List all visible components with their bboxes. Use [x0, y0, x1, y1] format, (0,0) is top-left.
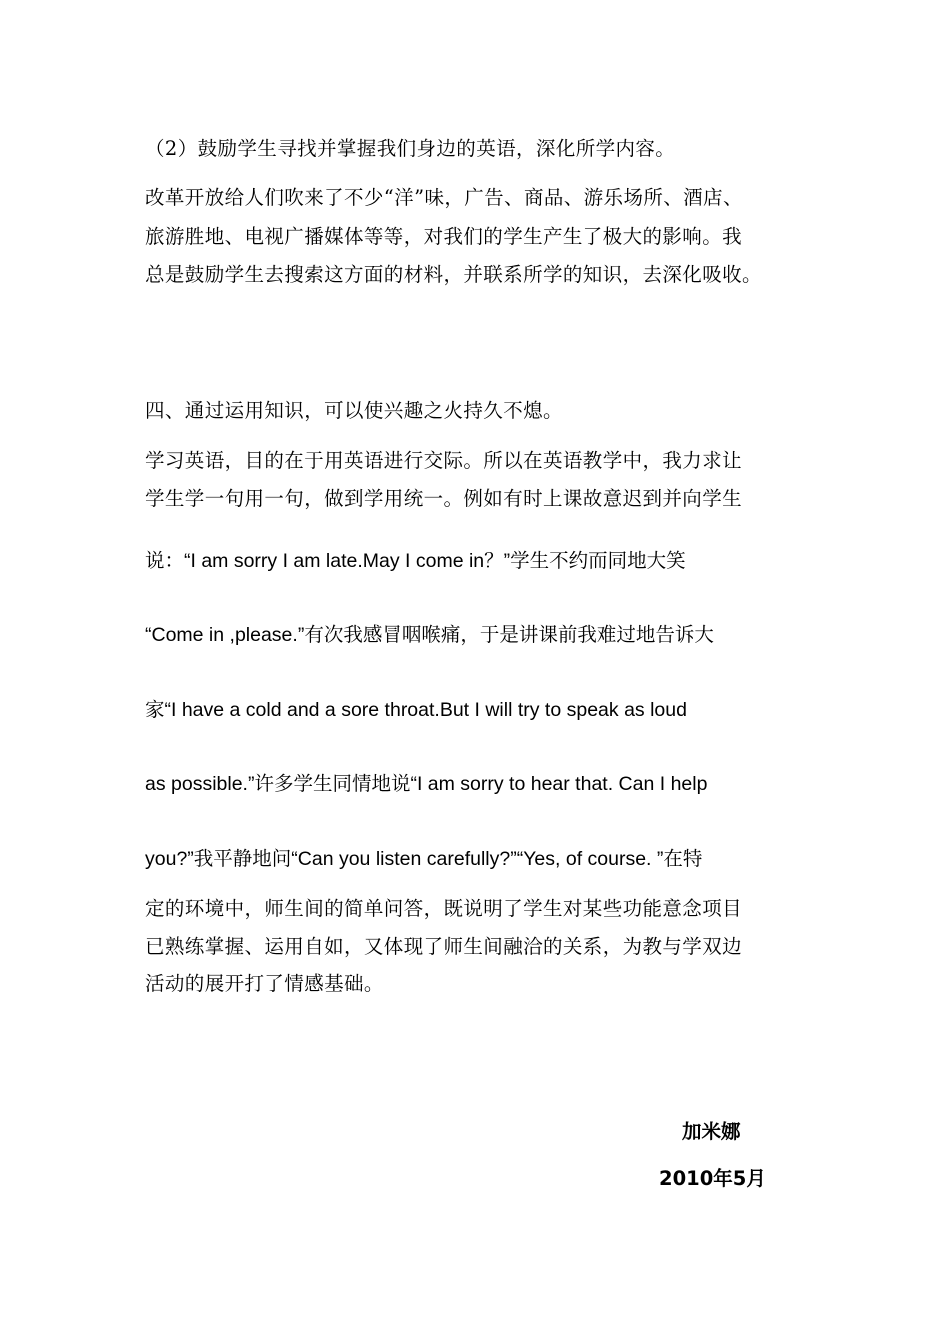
paragraph-line: 定的环境中，师生间的简单问答，既说明了学生对某些功能意念项目: [145, 897, 743, 920]
author-date: 2010年5月: [659, 1167, 766, 1190]
paragraph-line: you?”我平静地问“Can you listen carefully?”“Yes, of course. ”在特: [145, 848, 703, 870]
paragraph-line: 总是鼓励学生去搜索这方面的材料，并联系所学的知识，去深化吸收。: [145, 263, 762, 286]
paragraph-line: 学习英语，目的在于用英语进行交际。所以在英语教学中，我力求让: [145, 449, 743, 472]
paragraph-line: as possible.”许多学生同情地说“I am sorry to hear that. Can I help: [145, 773, 708, 795]
section-heading: 四、通过运用知识，可以使兴趣之火持久不熄。: [145, 399, 563, 422]
paragraph-line: 已熟练掌握、运用自如，又体现了师生间融洽的关系，为教与学双边: [145, 935, 743, 958]
section-heading: （2）鼓励学生寻找并掌握我们身边的英语，深化所学内容。: [145, 137, 676, 160]
paragraph-line: 改革开放给人们吹来了不少“洋”味，广告、商品、游乐场所、酒店、: [145, 186, 743, 209]
author-name: 加米娜: [682, 1120, 741, 1143]
paragraph-line: 学生学一句用一句，做到学用统一。例如有时上课故意迟到并向学生: [145, 487, 743, 510]
paragraph-line: 活动的展开打了情感基础。: [145, 972, 384, 995]
paragraph-line: “Come in ,please.”有次我感冒咽喉痛，于是讲课前我难过地告诉大: [145, 624, 714, 646]
paragraph-line: 旅游胜地、电视广播媒体等等，对我们的学生产生了极大的影响。我: [145, 225, 743, 248]
paragraph-line: 家“I have a cold and a sore throat.But I will try to speak as loud: [145, 699, 687, 721]
paragraph-line: 说：“I am sorry I am late.May I come in？”学生不约而同地大笑: [145, 550, 686, 572]
